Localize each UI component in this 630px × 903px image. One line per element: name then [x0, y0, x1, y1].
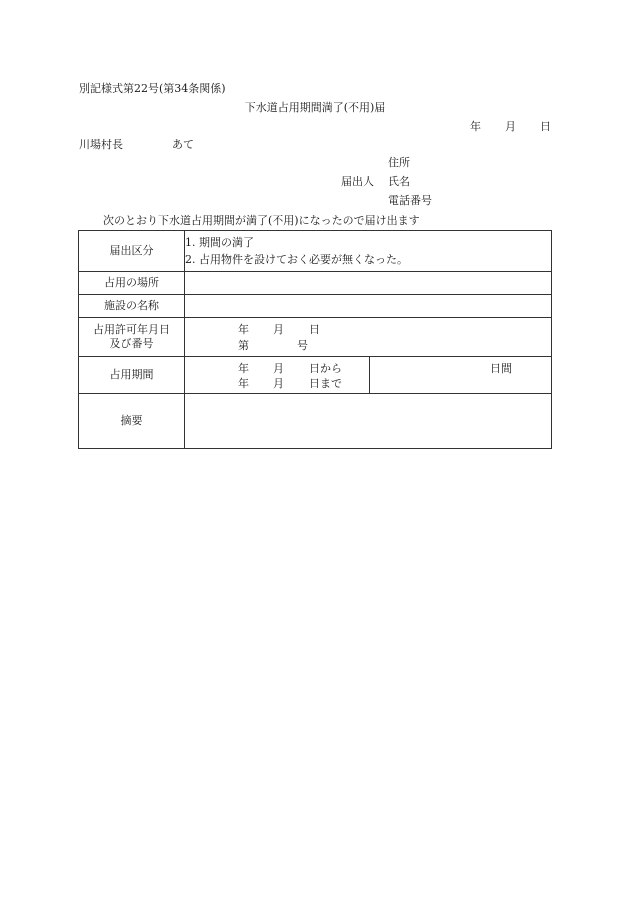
- notification-form-table: [78, 230, 552, 449]
- location-field[interactable]: [185, 272, 552, 295]
- table-row: [79, 318, 552, 357]
- notification-type-label: 届出区分: [79, 231, 185, 272]
- location-label: 占用の場所: [79, 272, 185, 295]
- permit-label-line1: 占用許可年月日: [93, 322, 170, 336]
- permit-day: 日: [309, 323, 320, 336]
- period-from-month: 月: [273, 362, 284, 375]
- period-field[interactable]: [185, 357, 552, 394]
- table-row: [79, 394, 552, 449]
- permit-label-line2: 及び番号: [109, 337, 154, 350]
- period-divider: [369, 357, 370, 393]
- addressee-name: 川場村長: [79, 138, 123, 151]
- date-line: [470, 121, 551, 132]
- date-day-label: 日: [540, 120, 551, 133]
- facility-name-label: 施設の名称: [79, 295, 185, 318]
- form-number: 別記様式第22号(第34条関係): [79, 82, 226, 95]
- document-title: 下水道占用期間満了(不用)届: [244, 101, 386, 114]
- phone-label: 電話番号: [388, 194, 432, 207]
- period-label: 占用期間: [79, 357, 185, 394]
- addressee: [79, 139, 194, 150]
- period-to-day: 日まで: [309, 377, 342, 390]
- addressee-suffix: あて: [172, 138, 194, 151]
- option-period-expired: 1. 期間の満了: [185, 236, 254, 249]
- option-no-longer-needed: 2. 占用物件を設けておく必要が無くなった。: [185, 253, 408, 266]
- permit-number-prefix: 第: [238, 339, 249, 352]
- permit-number-suffix: 号: [297, 339, 308, 352]
- name-label: 氏名: [388, 175, 410, 188]
- notification-type-options: [185, 231, 552, 272]
- table-row: [79, 231, 552, 272]
- table-row: [79, 295, 552, 318]
- remarks-label: 摘要: [79, 394, 185, 449]
- table-row: [79, 357, 552, 394]
- permit-year: 年: [238, 323, 249, 336]
- permit-field[interactable]: [185, 318, 552, 357]
- facility-name-field[interactable]: [185, 295, 552, 318]
- remarks-field[interactable]: [185, 394, 552, 449]
- intro-text: 次のとおり下水道占用期間が満了(不用)になったので届け出ます: [103, 214, 420, 227]
- date-month-label: 月: [505, 120, 516, 133]
- notifier-label: 届出人: [341, 175, 374, 188]
- period-to-month: 月: [273, 377, 284, 390]
- address-label: 住所: [388, 156, 410, 169]
- period-from-day: 日から: [309, 362, 342, 375]
- period-from-year: 年: [238, 362, 249, 375]
- permit-month: 月: [273, 323, 284, 336]
- period-days-label: 日間: [490, 362, 512, 375]
- date-year-label: 年: [470, 120, 481, 133]
- table-row: [79, 272, 552, 295]
- permit-label: [79, 318, 185, 357]
- period-to-year: 年: [238, 377, 249, 390]
